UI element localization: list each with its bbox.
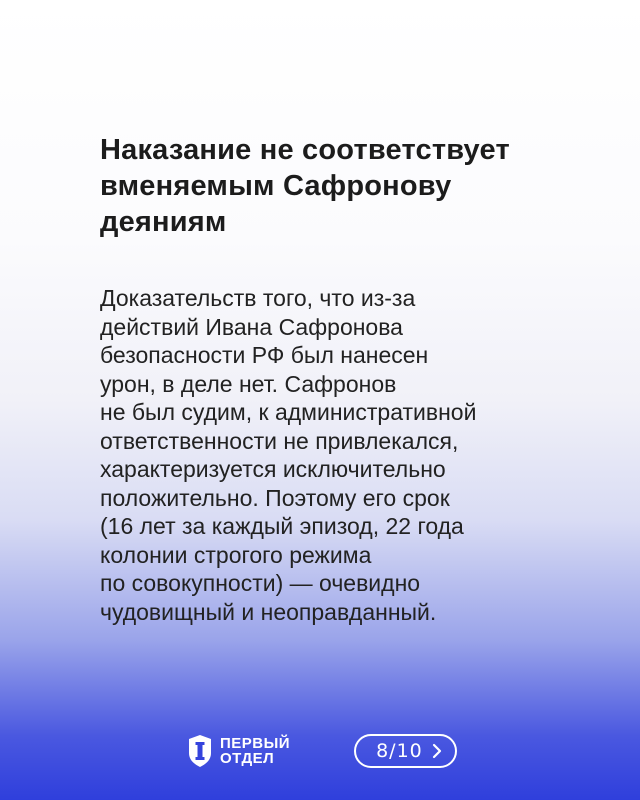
page-indicator-button[interactable]	[354, 734, 457, 768]
brand-name-line: ОТДЕЛ	[220, 750, 275, 767]
slide-title	[100, 132, 570, 240]
body-line: положительно. Поэтому его срок	[100, 484, 450, 511]
shield-logo-icon	[187, 734, 213, 768]
body-line: чудовищный и неоправданный.	[100, 598, 437, 625]
body-line: урон, в деле нет. Сафронов	[100, 370, 397, 397]
chevron-right-icon	[431, 743, 443, 759]
brand-logo	[187, 734, 290, 768]
slide-footer	[187, 732, 457, 770]
body-line: не был судим, к административной	[100, 399, 477, 425]
slide-body	[100, 284, 570, 626]
body-line: ответственности не привлекался,	[100, 427, 459, 454]
brand-name-line: ПЕРВЫЙ	[220, 735, 291, 752]
body-line: безопасности РФ был нанесен	[100, 342, 429, 368]
title-line: вменяемым Сафронову	[100, 170, 452, 202]
page-counter: 8/10	[376, 740, 423, 762]
body-line: (16 лет за каждый эпизод, 22 года	[100, 513, 464, 539]
body-line: по совокупности) — очевидно	[100, 570, 421, 596]
body-line: действий Ивана Сафронова	[100, 313, 403, 340]
body-line: характеризуется исключительно	[100, 456, 446, 482]
slide-content	[100, 132, 570, 626]
body-line: Доказательств того, что из-за	[100, 285, 416, 311]
title-line: деяниям	[100, 206, 227, 238]
body-line: колонии строгого режима	[100, 541, 372, 568]
title-line: Наказание не соответствует	[100, 134, 510, 166]
brand-name	[220, 736, 290, 766]
